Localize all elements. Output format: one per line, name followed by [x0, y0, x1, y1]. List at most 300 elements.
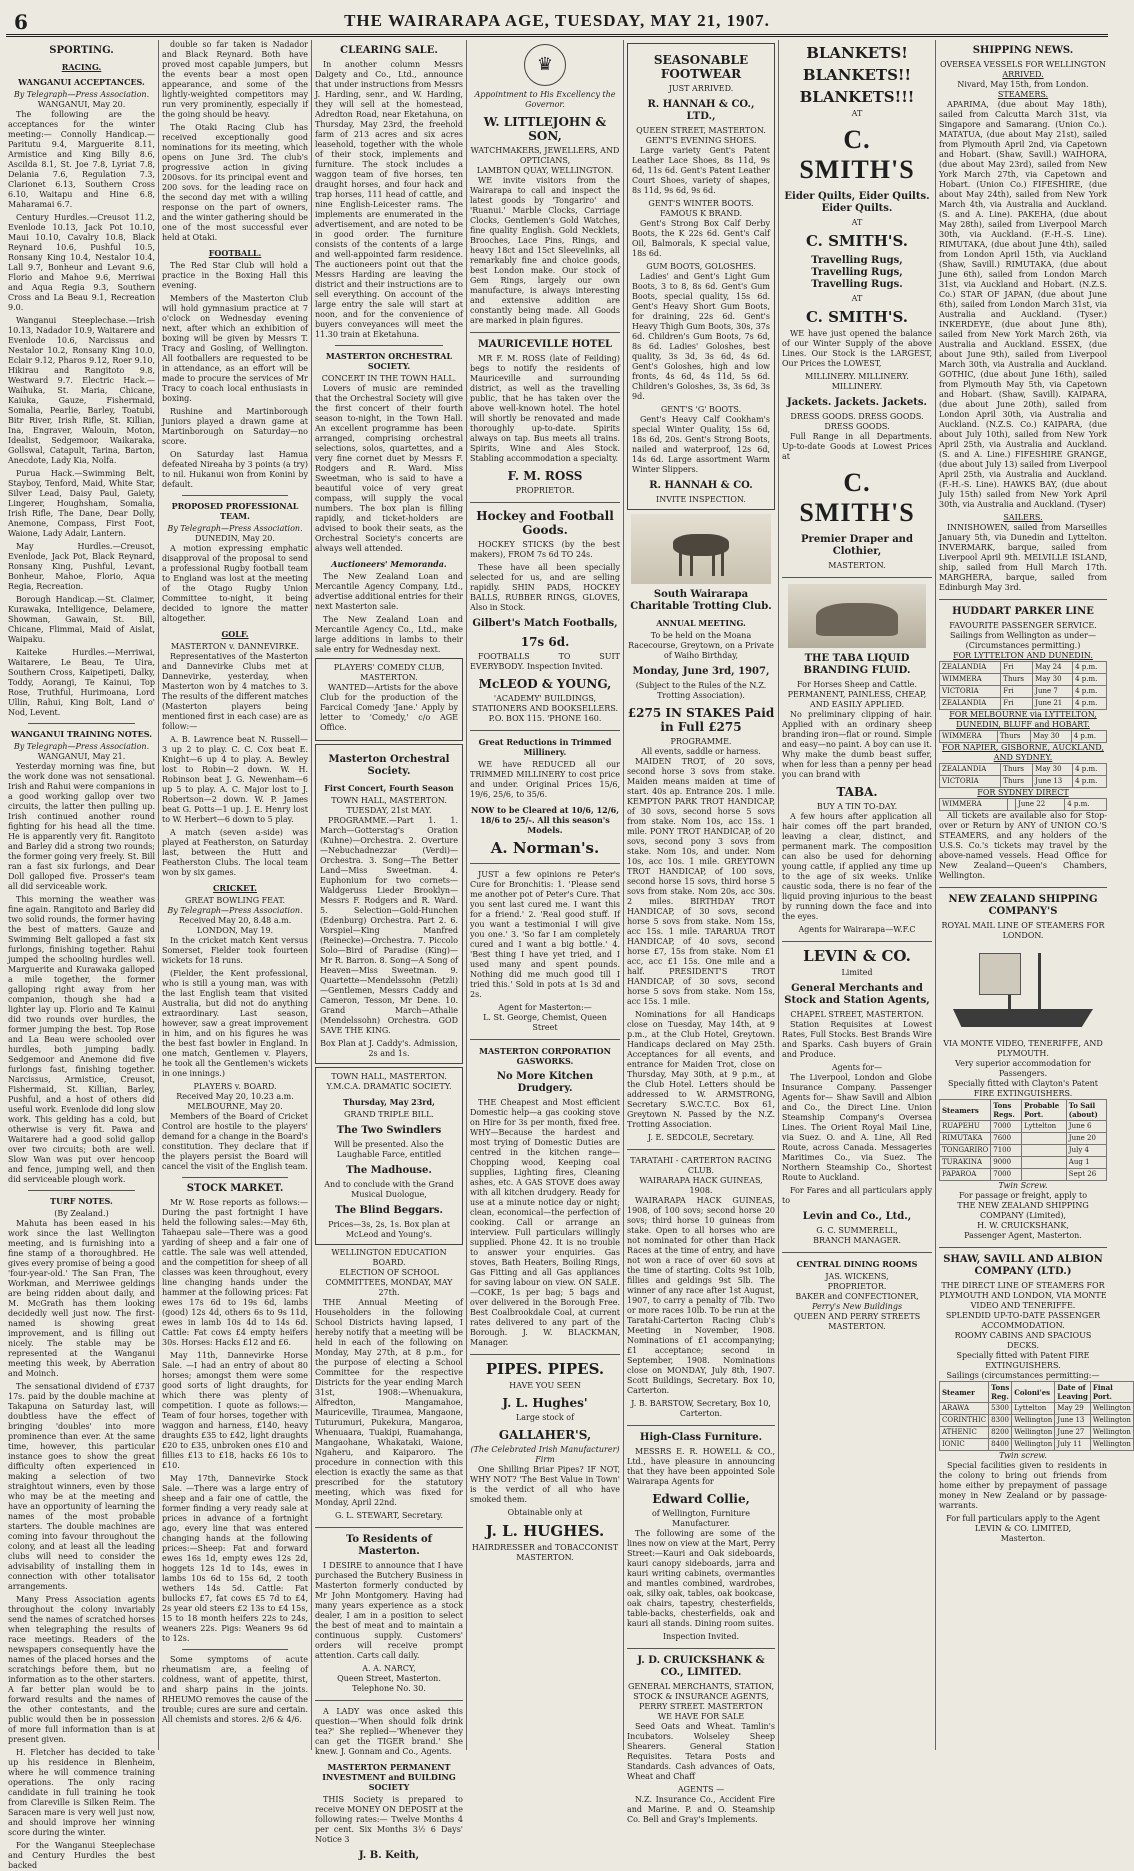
subheading: SAILERS. [1003, 513, 1043, 522]
section-heading: SHIPPING NEWS. [972, 45, 1074, 56]
article-paragraph: A match (seven a-side) was played at Featherston, on Saturday last, between the Hutt and Featherston Clubs. The local team won by six games. [162, 828, 308, 877]
ad-subheading: JAS. WICKENS, [825, 1272, 889, 1281]
subheading: ARRIVED. [1002, 70, 1044, 79]
table-cell: WIMMERA [940, 731, 998, 743]
sailings-table [939, 798, 1107, 811]
dateline: LONDON, May 19. [196, 926, 274, 935]
divider [470, 863, 620, 864]
ad-text: PROPRIETOR. [827, 1282, 887, 1291]
table-cell: Fri [1001, 662, 1033, 674]
table-cell: 7600 [991, 1133, 1022, 1145]
table-cell: Fri [1001, 686, 1033, 698]
ad-text: (The Celebrated Irish Manufacturer) Firm [470, 1445, 620, 1464]
table-cell: Lyttelton [1012, 1403, 1055, 1415]
ad-subheading: GENERAL MERCHANTS, STATION, STOCK & INSURANCE AGENTS, [627, 1682, 775, 1701]
subheading: CRICKET. [213, 883, 257, 893]
column-rule [778, 40, 779, 1750]
table-cell: Sept 26 [1066, 1169, 1106, 1181]
ad-heading: PLAYERS' COMEDY CLUB, MASTERTON. [333, 663, 445, 682]
ad-text: Large stock of [515, 1413, 575, 1422]
ad-heading: McLEOD & YOUNG, [478, 677, 612, 691]
divider [939, 1247, 1107, 1248]
ad-heading: BLANKETS!! [802, 66, 912, 84]
table-row [940, 799, 1107, 811]
table-header-cell: Steamer [940, 1382, 989, 1403]
table-cell [1022, 1169, 1067, 1181]
table-cell: Wellington [1090, 1439, 1133, 1451]
ad-text: Sailings (circumstances permitting:— [946, 1371, 1100, 1380]
ad-heading: W. LITTLEJOHN & SON, [483, 115, 607, 143]
ad-subheading: DRESS GOODS. DRESS GOODS. DRESS GOODS. [790, 412, 924, 431]
table-row [940, 1145, 1107, 1157]
column-rule [466, 40, 467, 1750]
ad-text: MAIDEN TROT, of 20 sovs, second horse 3 sovs from stake. Maiden means maiden at time of start. 40s ap. Entrance 20s. 1 mile. KEMPTON PARK TROT HANDICAP, of 30 sovs, second horse 5 sovs from stake. Nom 10s, acc 15s. 1 mile. PONY TROT HANDICAP, of 20 sovs, second pony 3 sovs from stake. Nom 10s, and under. Nom 10s, acc 10s. 1 mile. GREYTOWN TROT HANDICAP, of 100 sovs, second horse 15 sovs, third horse 5 sovs from stake. Nom 20s, acc 30s. 2 miles. BIRTHDAY TROT HANDICAP, of 30 sovs, second horse 5 sovs from stake. Nom 15s, acc 15s. 1 mile. TARARUA TROT HANDICAP, of 40 sovs, second horse £7, 15s from stake. Nom £1 acc, acc £1 15s. One mile and a half. PRESIDENT'S TROT HANDICAP, of 30 sovs, second horse 5 sovs from stake. Nom 15s, acc 15s. 1 mile. [627, 757, 775, 1006]
article-paragraph: Yesterday morning was fine, but the work done was not sensational. Irish and Rahui were companions in a good working gallop over two circuits, the latter then pulling up. Irish continued another round fighting for his head all the time. He is apparently very fit. Rangitoto and Barley did a strong two rounds; the former going very freely. St. Bill ran a fast six furlongs, and Dear Doll galloped five. Prosser's team all did serviceable work. [8, 762, 155, 891]
ad-text: HAIRDRESSER and TOBACCONIST [471, 1543, 619, 1552]
ad-text: Will be presented. Also the Laughable Farce, entitled [334, 1140, 444, 1159]
table-row [940, 1133, 1107, 1145]
ad-heading: CENTRAL DINING ROOMS [796, 1259, 918, 1269]
ad-subheading: 'ACADEMY' BUILDINGS, STATIONERS AND BOOKSELLERS. [471, 694, 619, 713]
ad-heading: THE TABA LIQUID BRANDING FLUID. [803, 653, 911, 676]
ad-text: A LADY was once asked this question—'When should folk drink tea?' She replied—'Whenever they can get the TIGER brand.' She knew. J. Gonnam and Co., Agents. [315, 1707, 463, 1756]
table-cell: RUAPEHU [940, 1121, 991, 1133]
article-paragraph: A motion expressing emphatic disapproval of the proposal to send a professional Rugby football team to England was lost at the meeting of the Otago Rugby Union Committee to-night, it being decided to ignore the matter altogether. [162, 544, 308, 623]
table-cell: 8300 [989, 1415, 1012, 1427]
ad-heading: Hockey and Football Goods. [476, 509, 614, 537]
ad-text: WE invite visitors from the Wairarapa to call and inspect the latest goods by 'Tongariro' and 'Ruanui.' Marble Clocks, Carriage Clocks, Gentlemen's Gold Watches, fine quality English. Gold Necklets, Brooches, Lace Pins, Rings, and heavy 18ct and 15ct Sleevelinks, all remarkably fine and choice goods, best London make. Our stock of Gem Rings, largely our own manufacture, is always interesting and extensive addition are constantly being made. All Goods are marked in plain figures. [470, 176, 620, 325]
ad-text: WAIRARAPA HACK GUINEAS, 1908, of 100 sovs; second horse 20 sovs; third horse 10 guineas from stake. Open to all horses who are not nominated for other than Hack Races at the time of entry, and have not won a race of over 60 sovs at the time of starting. Colts 9st 10lb, fillies and geldings 9st 5lb. The winner of any race after 1st August, 1907, to carry a penalty of 7lb. Two or more races 10lb. To be run at the Taratahi-Carterton Racing Club's Meeting in November, 1908. Nominations of £1 accompanying; £1 acceptance; second in September, 1908. Nominations close on MONDAY, July 8th, 1907. Scott Buildings, Secretary. Box 10, Carterton. [627, 1196, 775, 1395]
article-paragraph: For the Wanganui Steeplechase and Century Hurdles the best backed [8, 1841, 155, 1870]
page-number: 6 [14, 10, 28, 34]
ad-heading: The Two Swindlers [336, 1125, 442, 1136]
ad-subheading: WE HAVE FOR SALE [657, 1712, 745, 1721]
table-row [940, 1403, 1134, 1415]
ad-subheading: PERMANENT, PAINLESS, CHEAP, AND EASILY APPLIED. [787, 690, 927, 709]
article-paragraph: A. B. Lawrence beat N. Russell—3 up 2 to play. C. C. Cox beat E. Knight—6 up 4 to play. A. Bewley lost to Robin—2 down. W. H. Robinson beat J. G. Newenham—6 up 5 to play. A. C. Major lost to J. Robertson—2 down. W. P. James beat G. Potts—1 up. J. E. Henry lost to W. Herbert—6 down to 5 play. [162, 735, 308, 824]
ad-text: Prices—3s, 2s, 1s. Box plan at McLeod and Young's. [328, 1220, 450, 1239]
ad-text: THIS Society is prepared to receive MONEY ON DEPOSIT at the following rates:— Twelve Months 4 per cent. Six Months 3½ 6 Days' Notice 3 [315, 1795, 463, 1844]
ad-text: All events, saddle or harness. [641, 747, 761, 756]
sailings-table [939, 661, 1107, 710]
ad-signature: J. B. BARSTOW, Secretary, Box 10, Carterton. [631, 1399, 771, 1418]
table-cell: CORINTHIC [940, 1415, 989, 1427]
ad-signature: A. A. NARCY, [362, 1664, 416, 1673]
ad-subheading: General Merchants and Stock and Station Agents, [784, 983, 930, 1006]
ad-text: WE have REDUCED all our TRIMMED MILLINERY to cost price and under. Original Prices 15/6, 19/6, 25/6, to 35/6. [470, 760, 620, 799]
article-paragraph: Mr W. Rose reports as follows:—During the past fortnight I have held the following sales:—May 6th, Tahaepau sale—There was a good yarding of sheep and a fair one of cattle. The sale was well attended, and the competition for sheep of all classes was keen throughout, every line changing hands under the hammer at the following prices: Fat ewes 17s 6d to 19s 6d, lambs (good) 12s 4d, others 6s to 9s 11d, ewes in lamb 10s 4d to 14s 6d. Cattle: Fat cows £4 empty heifers 30s. Horses: Hacks £12 and £6. [162, 1198, 308, 1347]
ad-text: Perry's New Buildings [811, 1302, 903, 1311]
article-paragraph: Borough Handicap.—St. Claimer, Kurawaka, Intelligence, Delamere, Showman, Gawain, St. Bill, Chicane, Flimmai, Maid of Aislat, Waipaku. [8, 595, 155, 644]
subheading: TURF NOTES. [50, 1196, 113, 1206]
article-paragraph: double so far taken is Nadador and Black Reynard. Both have proved most capable jumpers, but the events bear a most open appearance, and some of the lightly-weighted competitors may run very prominently, especially if the going should be heavy. [162, 40, 308, 119]
ad-text: And to conclude with the Grand Musical Duologue, [324, 1180, 454, 1199]
table-cell: 4 p.m. [1073, 698, 1107, 710]
divider [182, 1649, 288, 1650]
ad-heading: BLANKETS!!! [799, 88, 915, 106]
article-paragraph: The New Zealand Loan and Mercantile Agency Company, Ltd., advertise additional entries for their next Masterton sale. [315, 572, 463, 611]
ad-heading: C. SMITH'S. [805, 308, 909, 326]
column-3 [315, 40, 463, 1861]
taba-tin-illustration [788, 584, 926, 648]
ad-text: Obtainable only at [507, 1508, 583, 1517]
table-cell: Wellington [1090, 1403, 1133, 1415]
table-cell: June 7 [1033, 686, 1073, 698]
masthead [6, 8, 1108, 37]
dateline: MELBOURNE, May 20. [187, 1102, 283, 1111]
article-paragraph: The New Zealand Loan and Mercantile Agency Co., Ltd., make large additions in lambs to their sale entry for Wednesday next. [315, 615, 463, 654]
article-paragraph: APARIMA, (due about May 18th), sailed from Calcutta March 31st, via Singapore and Samarang. (Union Co.). MATATUA, (due about May 21st), sailed from Plymouth April 2nd, via Capetown and Hobart. (Shaw, Savill.) WAIHORA, (due about May 23rd), sailed from New York March 27th, via Capetown and Hobart. (Union Co.) FIFESHIRE, (due about May 24th), sailed from New York March 4th, via Australia and Auckland. (S. and A. Line). PAKEHA, (due about May 28th), sailed from Liverpool March 30th, via Auckland. (F.-H.-S. Line). RIMUTAKA, (due about June 4th), sailed from London April 15th, via Auckland (Shaw, Savill.) RIMUTAKA, (due about June 6th), sailed from London March 31st, via Auckland and Hobart. (N.Z.S. Co.) STAR OF JAPAN, (due about June 6th), sailed from London March 31st, via Australia and Auckland. (Tyser.) INKERDEYE, (due about June 8th), sailed from New York March 26th, via Australia and Auckland. ESSEX, (due about June 9th), sailed from Liverpool March 30th, via Australia and Auckland. GOTHIC, (due about June 16th), sailed from Plymouth May 5th, via Capetown and Hobart. (Shaw, Savill). KAIPARA, (due about June 20th), sailed from London April 30th, via Australia and Auckland. (N.Z.S. Co.) KAIPARA, (due about July 10th), sailed from New York April 25th, via Australia and Auckland. (S. and A. Line.) FIFESHIRE GRANGE, (due about July 13) sailed from Liverpool April 25th, via Australia and Auckland. (F.-H.-S. Line). HAWKS BAY, (due about July 15th) sailed from New York April 30th, via Australia and Auckland. (Tyser) [939, 100, 1107, 509]
table-cell: 9000 [991, 1157, 1022, 1169]
table-header-cell: Probable Port. [1022, 1100, 1067, 1121]
ad-text: INVITE INSPECTION. [656, 495, 746, 504]
ad-text: Twin screw. [999, 1451, 1047, 1460]
table-cell: 5300 [989, 1403, 1012, 1415]
article-paragraph: Lovers of music are reminded that the Orchestral Society will give the first concert of their fourth season to-night, in the Town Hall. An excellent programme has been arranged, comprising orchestral selections, solos, quartettes, and a very fine cornet duet by Messrs F. Rodgers and R. Ward. Miss Sweetman, who is said to have a beautiful voice of very great compass, will supply the vocal numbers. The box plan is filling rapidly, and ticket-holders are advised to book their seats, as the Orchestral Society's concerts are always well attended. [315, 384, 463, 553]
divider [470, 1039, 620, 1040]
table-header-cell: Final Port. [1090, 1382, 1133, 1403]
table-cell: 8200 [989, 1427, 1012, 1439]
ad-subheading: Premier Draper and Clothier, [801, 534, 913, 557]
sailings-table [939, 730, 1107, 743]
table-cell: 4 p.m. [1073, 662, 1107, 674]
steamship-illustration [949, 945, 1097, 1035]
ad-text: No preliminary clipping of hair. Applied with an ordinary sheep branding iron—flat or round. Simple and easy—no paint. A boy can use it. Why make the dumb beast suffer, when for less than a penny per head you can brand with [782, 710, 932, 779]
subheading: MASTERTON ORCHESTRAL SOCIETY. [325, 351, 453, 371]
ad-text: Twin Screw. [998, 1181, 1048, 1190]
ad-heading: NEW ZEALAND SHIPPING COMPANY'S [948, 894, 1098, 917]
table-cell: July 4 [1066, 1145, 1106, 1157]
ad-heading: R. HANNAH & CO., LTD., [647, 99, 755, 122]
table-cell: IONIC [940, 1439, 989, 1451]
ad-text: The Liverpool, London and Globe Insurance Company. Passenger Agents for— Shaw Savill and Albion and Co., the Direct Line. Union Steamship Company's Oversea Lines. The Orient Royal Mail Line, via Suez. O. and A. Line, All Red Route, across Canada. Messageries Maritimes Co., via Suez. The Northern Steamship Co., Shortest Route to Auckland. [782, 1073, 932, 1182]
table-header-cell: Coloni'es [1012, 1382, 1055, 1403]
ad-text: AT [851, 109, 863, 118]
table-cell: June 6 [1066, 1121, 1106, 1133]
article-paragraph: Wanganui Steeplechase.—Irish 10.13, Nadador 10.9, Waitarere and Evenlode 10.6, Narcissus and Nestalor 10.2, Ronsany King 10.0, Eclair 9.12, Pharos 9.12, Roer 9.10, Hikirau and Rangitoto 9.8, Westward 9.7. Electric Hack.—Waihuka, St. Maria, Chicane, Kaiuka, Gauze, Fishermaid, Somalia, Pearlie, Barley, Toatubi, Bitr River, Irish Rifle, St. Killian, Ina, Engraver, Walouin, Moton, Idealist, Sedgemoor, Waikaraka, Gollswal, Catapult, Tarina, Barton, Anecdote, Lady Kia, Nolfa. [8, 316, 155, 465]
divider [627, 1149, 775, 1150]
table-row [940, 674, 1107, 686]
article-paragraph: Kaiteke Hurdles.—Merriwai, Waitarere, Le Beau, Te Uira, Southern Cross, Kaipetipeti, Dalky, Toddy, Aorangi, Te Kainui, Top Rose, Truthful, Hurimoana, Lord Ullin, Rahui, King Bolt, Land o' Nod, Levent. [8, 648, 155, 717]
ad-text: All tickets are available also for Stop-over or Return by ANY of UNION CO.'S STEAMERS, and any holders of the U.S.S. Co.'s tickets may travel by the above-named vessels. Head Office for New Zealand—Queen's Chambers, Wellington. [939, 811, 1107, 880]
table-cell: July 11 [1055, 1439, 1091, 1451]
table-cell: Wellington [1012, 1439, 1055, 1451]
ad-price: 17s 6d. [520, 635, 570, 649]
table-cell: ARAWA [940, 1403, 989, 1415]
newspaper-title: THE WAIRARAPA AGE, TUESDAY, MAY 21, 1907. [344, 11, 770, 30]
ad-subheading: Monday, June 3rd, 1907, [632, 666, 770, 677]
ad-subheading: FOR LYTTELTON AND DUNEDIN. [953, 651, 1093, 660]
ad-text: THE Cheapest and Most efficient Domestic help—a gas cooking stove on Hire for 3s per month, fixed free. WHY—Because the hardest and most trying of Domestic Duties are centred in the kitchen range—Chopping wood, Keeping coal supplies, Lighting fires, Cleaning ashes, etc. A GAS STOVE does away with all kitchen drudgery. Ready for use at a minute notice day or night; clean, economical—the perfection of cooking. Call or arrange an interview. Full particulars willingly supplied. Phone 42. It is no trouble to answer your enquiries. Gas stoves, Bath Heaters, Boiling Rings, Gas Fitting and all Gas appliances for saving labour on view. ON SALE.—COKE, 1s per bag; 5 bags and over delivered in the Borough Free. Best Coalbrookdale Coal, at current rates delivered to any part of the Borough. J. W. BLACKMAN, Manager. [470, 1098, 620, 1347]
table-cell: VICTORIA [940, 776, 1001, 788]
ad-subheading: LAMBTON QUAY, WELLINGTON. [476, 166, 614, 175]
divider [782, 1252, 932, 1253]
advertisement [315, 744, 463, 1064]
ad-subheading: ROYAL MAIL LINE OF STEAMERS FOR LONDON. [941, 921, 1105, 940]
ad-text: Agents for Wairarapa—W.F.C [798, 925, 916, 934]
trotting-horse-illustration [631, 514, 771, 584]
ad-heading: The Madhouse. [346, 1165, 432, 1176]
table-cell: ZEALANDIA [940, 698, 1001, 710]
table-cell: Fri [1001, 698, 1033, 710]
ad-heading: No More Kitchen Drudgery. [496, 1071, 594, 1094]
article-paragraph: May 11th, Dannevirke Horse Sale. —I had an entry of about 80 horses; amongst them were some good sorts of light draughts, for which there was plenty of competition. I quote as follows:—Team of four horses, together with waggon and harness, £140, heavy draughts £35 to £42, light draughts £20 to £35, unbroken ones £10 and fillies £13 to £18, hacks £6 10s to £10. [162, 1351, 308, 1470]
table-cell: Thurs [1001, 674, 1033, 686]
table-cell: Wellington [1012, 1415, 1055, 1427]
table-row [940, 1439, 1134, 1451]
dateline: WANGANUI, May 20. [37, 100, 126, 109]
ad-signature: R. HANNAH & CO. [649, 480, 753, 491]
article-paragraph: H. Fletcher has decided to take up his residence in Blenheim, where he will commence training operations. The only racing candidate in full training he took from Clareville is Silken Reim. The Saracen mare is very well just now, and should improve her winning score during the winter. [8, 1748, 155, 1837]
ad-heading: MASTERTON PERMANENT INVESTMENT and BUILDING SOCIETY [322, 1762, 456, 1792]
ad-text: HOCKEY STICKS (by the best makers), FROM 7s 6d TO 24s. [470, 540, 620, 559]
table-cell: Wellington [1090, 1415, 1133, 1427]
table-cell: Lyttelton [1022, 1121, 1067, 1133]
article-paragraph: The Red Star Club will hold a practice in the Boxing Hall this evening. [162, 261, 308, 290]
ad-subheading: For Horses Sheep and Cattle. [797, 680, 917, 689]
ad-heading: BLANKETS! [806, 44, 908, 62]
ad-heading: Gilbert's Match Footballs, [472, 618, 618, 629]
table-cell: 4 p.m. [1065, 799, 1107, 811]
ad-subheading: WATCHMAKERS, JEWELLERS, AND OPTICIANS, [470, 146, 620, 165]
article-paragraph: The Otaki Racing Club has received exceptionally good nominations for its meeting, which opens on June 3rd. The club's progressive action in giving 200sovs. for its principal event and 200 sovs. for the leading race on the second day met with a willing response on the part of owners, and the winter gathering should be one of the most successful ever held at Otaki. [162, 123, 308, 242]
table-row [940, 1415, 1134, 1427]
column-7 [939, 40, 1131, 1750]
ad-heading: South Wairarapa Charitable Trotting Club. [630, 589, 772, 612]
table-cell: May 30 [1033, 764, 1073, 776]
ad-subheading: Agents for— [831, 1063, 883, 1072]
ad-signature: LEVIN & CO. LIMITED, [974, 1524, 1072, 1533]
ad-subheading: GUM BOOTS, GOLOSHES. [646, 262, 756, 271]
table-row [940, 1427, 1134, 1439]
dateline: Received May 20, 8.48 a.m. [178, 916, 292, 925]
ad-subheading: QUEEN STREET, MASTERTON. [636, 126, 766, 135]
column-6 [782, 40, 932, 1750]
ad-subheading: BUY A TIN TO-DAY. [816, 802, 898, 811]
ad-subheading: TUESDAY, 21st MAY. [346, 806, 432, 815]
ad-text: Appointment to His Excellency the Governor. [474, 90, 616, 109]
divider [470, 502, 620, 503]
ad-heading: HUDDART PARKER LINE [952, 606, 1094, 617]
ad-text: P.O. BOX 115. 'PHONE 160. [488, 714, 602, 723]
ad-signature: J. L. HUGHES. [485, 1522, 605, 1540]
table-header-cell: To Sail (about) [1066, 1100, 1106, 1121]
advertisement [315, 658, 463, 741]
table-cell: June 13 [1033, 776, 1073, 788]
table-row [940, 1157, 1107, 1169]
divider [627, 1648, 775, 1649]
table-row [940, 776, 1107, 788]
ad-text: N.Z. Insurance Co., Accident Fire and Marine. P. and O. Steamship Co. Bell and Gray's Implements. [627, 1795, 775, 1824]
ad-subheading: Jackets. Jackets. Jackets. [787, 397, 927, 408]
ad-subheading: MILLINERY. MILLINERY. MILLINERY. [805, 372, 909, 391]
table-cell: June 27 [1055, 1427, 1091, 1439]
article-paragraph: Members of the Board of Cricket Control are hostile to the players' demand for a change in the Board's constitution. They declare that if the players persist the Board will cancel the visit of the English team. [162, 1112, 308, 1171]
ad-text: Gent's Heavy Calf Cookham's special Winter Quality, 15s 6d, 18s 6d, 20s. Gent's Strong Boots, nailed and waterproof, 12s 6d, 14s 6d. Large assortment Warm Winter Slippers. [632, 415, 770, 474]
ad-subheading: GENT'S 'G' BOOTS. [660, 405, 742, 414]
table-cell: ZEALANDIA [940, 662, 1001, 674]
article-paragraph: The following are the acceptances for the winter meeting:— Connolly Handicap.—Paritutu 9.4, Marguerite 8.11, Armistice and King Billy 8.6, Ascilda 8.1, St. Joe 7.8, Lyriat 7.8, Delania 7.6, Regulation 7.3, Clarionet 6.13, Southern Cross 6.10, Waitapu and Hine 6.8, Maharamai 6.7. [8, 110, 155, 209]
article-paragraph: Purua Hack.—Swimming Belt, Stayboy, Tenford, Maid, White Star, Silver Lead, Daisy Paul, Gaiety, Lingerer, Houghsham, Somalia, Irish Rifle, The Dane, Dear Dolly, Anemone, Compass, First Foot, Waione, Lady Adair, Lantern. [8, 469, 155, 538]
ad-heading: TARATAHI - CARTERTON RACING CLUB. [630, 1156, 772, 1175]
byline: By Telegraph—Press Association. [13, 90, 150, 99]
ad-text: (Subject to the Rules of the N.Z. Trotting Association). [635, 681, 767, 700]
table-header-cell: Tons Reg. [989, 1382, 1012, 1403]
ad-subheading: GRAND TRIPLE BILL. [344, 1110, 434, 1119]
ad-text: For passage or freight, apply to [958, 1191, 1088, 1200]
ad-text: WE have just opened the balance of our Winter Supply of the above Lines. Our Stock is the LARGEST, Our Prices the LOWEST, [782, 329, 932, 368]
table-row [940, 1169, 1107, 1181]
ad-text: For Fares and all particulars apply to [782, 1186, 932, 1205]
ad-text: Special facilities given to residents in the colony to bring out friends from home either by prepayment of passage money in New Zealand or by passage-warrants. [939, 1461, 1107, 1510]
ad-heading: C. SMITH'S [799, 125, 915, 184]
table-cell: 4 p.m. [1073, 764, 1107, 776]
nz-shipping-table [939, 1099, 1107, 1181]
ad-subheading: PROGRAMME. [670, 737, 732, 746]
ad-text: AT [851, 294, 863, 303]
ad-text: MASTERTON. [516, 1553, 574, 1562]
ad-heading: LEVIN & CO. [803, 947, 911, 965]
ad-subheading: Limited [841, 968, 873, 977]
column-5 [627, 40, 775, 1824]
ad-heading: Great Reductions in Trimmed Millinery. [478, 737, 612, 757]
ad-subheading: PERRY STREET. MASTERTON [638, 1702, 763, 1711]
ad-heading: J. D. CRUICKSHANK & CO., LIMITED. [637, 1655, 765, 1678]
ad-text: Sailings from Wellington as under—(Circumstances permitting.) [950, 631, 1096, 650]
table-row [940, 662, 1107, 674]
ad-text: FOOTBALLS TO SUIT EVERYBODY. Inspection Invited. [470, 652, 620, 671]
table-cell: VICTORIA [940, 686, 1001, 698]
table-cell: Thurs [1001, 764, 1033, 776]
ad-heading: High-Class Furniture. [639, 1432, 763, 1443]
table-cell: 8400 [989, 1439, 1012, 1451]
ad-text: Specially fitted with Clayton's Patent [948, 1079, 1098, 1088]
table-cell: 7000 [991, 1121, 1022, 1133]
column-rule [311, 40, 312, 1750]
table-cell: Wellington [1090, 1427, 1133, 1439]
table-cell [1022, 1157, 1067, 1169]
ad-text: Station Requisites at Lowest Rates, Full Stocks. Best Brands Wire and Sparks. Cash buyers of Grain and Produce. [782, 1020, 932, 1059]
ad-text: Telephone No. 30. [352, 1684, 426, 1693]
table-cell: 7100 [991, 1145, 1022, 1157]
ad-text: Specially fitted with Patent FIRE EXTINGUISHERS. [956, 1351, 1090, 1370]
table-cell: WIMMERA [940, 799, 1008, 811]
ad-text: BRANCH MANAGER. [813, 1236, 901, 1245]
ad-subheading: WAIRARAPA HACK GUINEAS, 1908. [639, 1176, 763, 1195]
table-cell: May 30 [1031, 731, 1072, 743]
table-cell: WIMMERA [940, 674, 1001, 686]
byline: By Telegraph—Press Association. [167, 906, 303, 915]
divider [315, 1700, 463, 1701]
royal-crest-icon: ♛ [524, 44, 566, 86]
table-cell [1022, 1133, 1067, 1145]
divider [315, 1527, 463, 1528]
subheading: PLAYERS v. BOARD. [193, 1082, 277, 1091]
ad-text: BAKER and CONFECTIONER, [795, 1292, 919, 1301]
ad-signature: Levin and Co., Ltd., [802, 1211, 912, 1222]
divider [470, 1354, 620, 1355]
ad-heading: C. SMITH'S [799, 468, 915, 527]
table-cell: June 13 [1055, 1415, 1091, 1427]
article-paragraph: The sensational dividend of £737 17s. paid by the double machine at Takapuna on Saturday last, will doubtless have the effect of bringing 'doubles' into more prominence than ever. At the same time, however, this particular instance goes to show the great difficulty often experienced in making a selection of two straightout winners, even by those who may be at the meeting and have an opportunity of learning the names of the most probable starters. The double machines are coming into favour throughout the colony, and at least all the leading clubs will need to consider the advisability of installing them in connection with other totalisator arrangements. [8, 1382, 155, 1591]
subheading: OVERSEA VESSELS FOR WELLINGTON [939, 60, 1107, 69]
section-heading: STOCK MARKET. [186, 1183, 284, 1194]
ad-subheading: AGENTS — [677, 1785, 725, 1794]
ad-subheading: FAMOUS K BRAND. [659, 209, 743, 218]
ad-subheading: VIA MONTE VIDEO, TENERIFFE, AND PLYMOUTH. [943, 1039, 1103, 1058]
column-4 [470, 40, 620, 1750]
subheading: WANGANUI TRAINING NOTES. [11, 729, 152, 739]
article-paragraph: Century Hurdles.—Creusot 11.2, Evenlode 10.13, Jack Pot 10.10, Maui 10.10, Cavalry 10.8, Black Reynard 10.6, Pushful 10.5, Ronsany King 10.4, Nestalor 10.4, Lall 9.7, Bonheur and Levant 9.6, Florio and Mahoe 9.6, Merriwai and Aqua Regia 9.3, Southern Cross and La Beau 9.1, Recreation 9.0. [8, 213, 155, 312]
ad-signature: J. E. SEDCOLE, Secretary. [647, 1133, 755, 1142]
table-cell: June 22 [1016, 799, 1065, 811]
ad-text: PROPRIETOR. [515, 486, 575, 495]
ad-text: Full Range in all Departments. Up-to-date Goods at Lowest Prices at [782, 432, 932, 461]
shaw-savill-table [939, 1381, 1134, 1451]
ad-signature: G. C. SUMMERELL, [816, 1226, 898, 1235]
ad-subheading: THE NEW ZEALAND SHIPPING COMPANY (Limited), [957, 1201, 1089, 1220]
article-paragraph: Rushine and Martinborough Juniors played a drawn game at Martinborough on Saturday—no score. [162, 407, 308, 446]
advertisement [627, 43, 775, 510]
ad-text: Queen Street, Masterton. [337, 1674, 441, 1683]
article-paragraph: (Fielder, the Kent professional, who is still a young man, was with the last English team that visited Australia, but did not do anything extraordinary. Last season, however, saw a great improvement in him, and on his figures he was the best fast bowler in England. In one match, Gentlemen v. Players, he took all the Gentlemen's wickets in one innings.) [162, 969, 308, 1078]
article-paragraph: Representatives of the Masterton and Dannevirke Clubs met at Dannevirke, yesterday, when Masterton won by 4 matches to 3. The results of the different matches (Masterton players being mentioned first in each case) are as follow:— [162, 652, 308, 731]
table-cell: Wellington [1012, 1427, 1055, 1439]
ad-text: Seed Oats and Wheat. Tamlin's Incubators. Wolseley Sheep Shearers. General Station Requisites. Tetara Posts and Standards. Cash advances of Oats, Wheat and Chaff [627, 1722, 775, 1781]
table-row [940, 698, 1107, 710]
subheading: Auctioneers' Memoranda. [331, 559, 447, 569]
ad-text: QUEEN AND PERRY STREETS [793, 1312, 921, 1321]
divider [782, 577, 932, 578]
table-header-row [940, 1382, 1134, 1403]
ad-subheading: FOR SYDNEY DIRECT [977, 788, 1069, 797]
ad-text: MASTERTON. [828, 561, 886, 570]
ad-signature: A. Norman's. [490, 839, 600, 857]
ad-text: MASTERTON. [828, 1322, 886, 1331]
table-cell: ZEALANDIA [940, 764, 1001, 776]
table-row [940, 1121, 1107, 1133]
dateline: WANGANUI, May 21. [37, 752, 126, 761]
subheading: WANGANUI ACCEPTANCES. [18, 77, 145, 87]
ad-signature: G. L. STEWART, Secretary. [334, 1511, 444, 1520]
table-header-cell: Tons Regs. [991, 1100, 1022, 1121]
table-cell: ATHENIC [940, 1427, 989, 1439]
ad-text: Very superior accommodation for Passengers. [955, 1059, 1091, 1078]
ad-heading: TOWN HALL, MASTERTON. [331, 1072, 447, 1081]
table-cell: TURAKINA [940, 1157, 991, 1169]
ad-text: PROGRAMME.—Part 1. 1. March—Gotterstag's Oration (Kuhne)—Orchestra. 2. Overture—Nebuchadnezzar (Verdi)—Orchestra. 3. Song—The Better Land—Miss Sweetman. 4. Euphonium for two cornets—Waldgeruss Lieder Brooklyn—Messrs F. Rodgers and R. Ward. 5. Selection—Gold-Hunchen (Edenburg) Orchestra. Part 2. 6. Vorspiel—King Manfred (Reinecke)—Orchestra. 7. Piccolo Solo—Bird of Paradise (King)—Mr R. Barron. 8. Song—A Song of Heaven—Miss Sweetman. 9. Quartette—Mendelssohn (Petzli)—Gentlemen, Messrs Caddy and Cameron, Tesson, Mr Dene. 10. Grand March—Athalie (Mendelssohn) Orchestra. GOD SAVE THE KING. [320, 816, 458, 1035]
table-cell: 4 p.m. [1073, 686, 1107, 698]
ad-heading: To Residents of Masterton. [346, 1534, 432, 1557]
ad-subheading: JUST ARRIVED. [668, 84, 734, 93]
table-cell [1022, 1145, 1067, 1157]
ad-signature: J. B. Keith, [358, 1850, 420, 1861]
ad-text: of Wellington, Furniture Manufacturer. [651, 1509, 750, 1528]
table-cell: May 29 [1055, 1403, 1091, 1415]
divider [470, 730, 620, 731]
table-cell: 7000 [991, 1169, 1022, 1181]
subheading: MASTERTON v. DANNEVIRKE. [171, 642, 299, 651]
ad-subheading: ROOMY CABINS AND SPACIOUS DECKS. [954, 1331, 1092, 1350]
ad-subheading: FAVOURITE PASSENGER SERVICE. [949, 621, 1097, 630]
table-cell: June 20 [1066, 1133, 1106, 1145]
ad-subheading: ELECTION OF SCHOOL COMMITTEES, MONDAY, MAY 27th. [325, 1268, 453, 1297]
ad-subheading: SPLENDID UP-TO-DATE PASSENGER ACCOMMODATION. [945, 1311, 1101, 1330]
table-cell: May 30 [1033, 674, 1073, 686]
ad-signature: H. W. CRUICKSHANK, [977, 1221, 1069, 1230]
divider [939, 887, 1107, 888]
article-paragraph: In the cricket match Kent versus Somerset, Fielder took fourteen wickets for 18 runs. [162, 936, 308, 965]
